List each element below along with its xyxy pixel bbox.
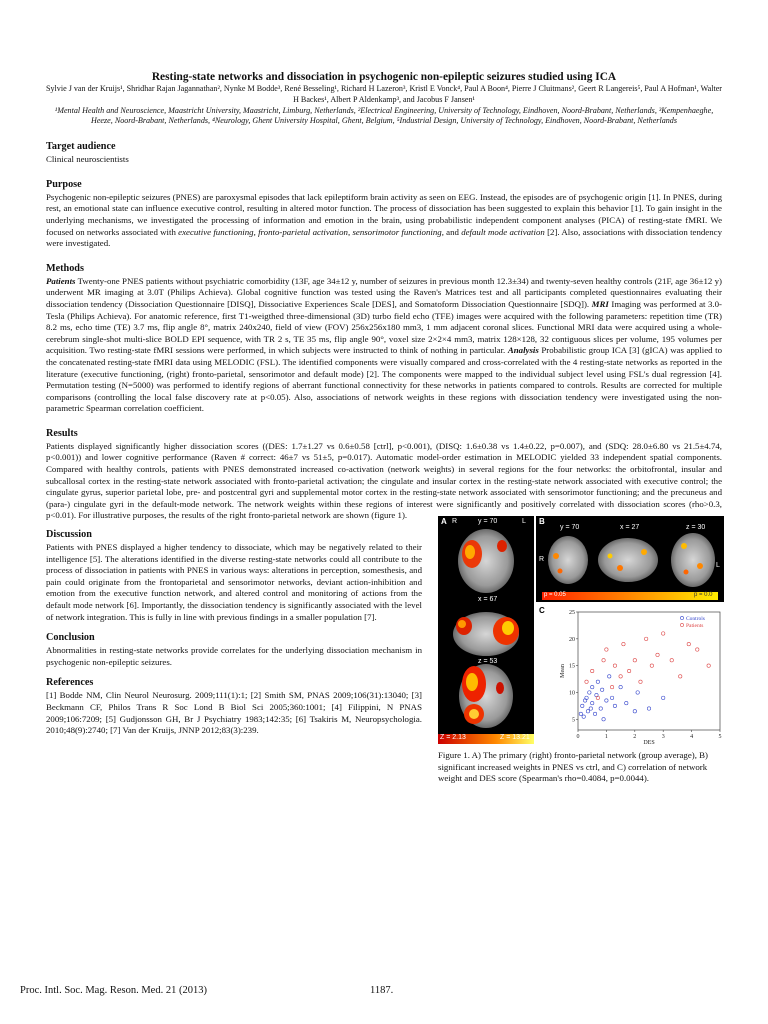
results-text: Patients displayed significantly higher dissociation scores ((DES: 1.7±1.27 vs 0.6±0.58 [ctrl], p<0.001), (DISQ: 1.6±0.38 vs 1.4±0.22, p=0.007), and (SDQ: 28.0±6.80 vs 21.5±4.74, p<0.001)) and lower cognitive performance (Raven # correct: 46±7 vs 51±5, p=0.017). Automatic model-order estimation in MELODIC yielded 33 independent spatial components. Compared with healthy controls, patients with PNES demonstrated increased co-activation (network weights) in several regions for the four networks: the orbitofrontal, insular and subcallosal cortex in the resting-state network associated with fronto-parietal activation; the cingulate and insular cortex in the resting-state network associated with executive control; the cingulate gyrus, superior parietal lobe, pre- and postcentral gyri and supplemental motor cortex in the resting-state network associated with sensorimotor functioning; and the precuneus and (para-) cingulate gyri in the default-mode network. The network weights within these regions of interest were significantly and positively correlated with dissociation scores (rho>0.3, p<0.01). For illustrative purposes, the results of the right fronto-parietal network are shown (figure 1).: [46, 440, 722, 521]
footer-proceedings: Proc. Intl. Soc. Mag. Reson. Med. 21 (2013): [20, 985, 207, 996]
x-tick-label: 0: [576, 734, 580, 741]
references-heading: References: [46, 677, 94, 689]
left-column: [46, 522, 422, 737]
affiliations: ¹Mental Health and Neuroscience, Maastricht University, Maastricht, Limburg, Netherlands, ²Electrical Engineering, University of Technology, Eindhoven, Noord-Brabant, Netherlands, ³Kempenhaeghe, Heeze, Noord-Brabant, Netherlands, ⁴Neurology, Ghent University Hospital, Ghent, Belgium, ⁵Industrial Design, University of Technology, Eindhoven, Noord-Brabant, Netherlands: [54, 105, 714, 126]
figure-panels: [438, 516, 724, 744]
p-high-label: p = 0.0: [694, 592, 713, 599]
z-low-label: Z = 2.13: [440, 734, 466, 742]
panel-b-z: z = 30: [686, 524, 706, 532]
discussion-text: Patients with PNES displayed a higher tendency to dissociate, which may be negatively related to their intelligence [5]. The alterations identified in the diverse resting-state networks could all contribute to the process of dissociation in patients with PNES in various ways: alterations in perception, somesthesis, and pain could originate from the frontoparietal and sensorimotor networks, deviant action-inhibition and emotion from the executive function network, and altered control and monitoring of actions from the default mode network [6]. Importantly, the dissociation tendency is significantly associated with the level of network integration. This is fully in line with previous findings in a smaller population [7].: [46, 542, 422, 622]
p-low-label: p = 0.05: [544, 592, 566, 599]
panel-b-x: x = 27: [620, 524, 640, 532]
x-axis-label: DES: [643, 740, 655, 745]
panel-a-label: A: [441, 517, 447, 527]
panel-a-axial: [459, 664, 513, 728]
panel-c-label: C: [539, 606, 545, 616]
panel-a-coronal: [458, 529, 514, 593]
methods-text: Patients Twenty-one PNES patients without psychiatric comorbidity (13F, age 34±12 y, number of seizures in previous month 12.3±34) and twenty-seven healthy controls (21F, age 36±12 y) underwent MR imaging at 3.0T (Philips Achieva). Global cognitive function was tested using the Raven's Matrices test and all participants completed questionnaires evaluating their dissociation tendency (Dissociation Questionnaire [DISQ], Dissociative Experiences Scale [DES], and Somatoform Dissociation Questionnaire [SDQ]). MRI Imaging was performed at 3.0-Tesla (Philips Achieva). For anatomic reference, first T1-weigthed three-dimensional (3D) turbo field echo (TFE) images were acquired with the following parameters: repetition time (TR) 8.2 ms, echo time (TE) 3.7 ms, flip angle 8°, matrix 240x240, field of view (FOV) 256x256x180 mm3, 1 mm adjacent coronal slices. Functional MRI data were acquired using a whole-cerebrum single-shot multi-slice BOLD EPI sequence, with TR 2 s, TE 35 ms, flip angle 90°, voxel size 2×2×4 mm3, matrix 128×128, 32 contiguous slices per volume, 195 volumes per acquisition. Two resting-state fMRI sessions were performed, in which subjects were instructed to think of nothing in particular. Analysis Probabilistic group ICA [3] (gICA) was applied to the concatenated resting-state fMRI data using MELODIC (FSL). The identified components were visually compared and cross-correlated with the 4 resting-state networks as reported in the literature (executive functioning, (right) fronto-parietal, sensorimotor and default mode) [2]. The components were mapped to the individual subject level using FSL's dual regression [4]. Permutation testing (N=5000) was performed to identify regions of aberrant functional connectivity for these networks in patients compared to controls. Results are corrected for multiple comparisons (controlling the local false discovery rate at p<0.05). Also, associations of network weights in these regions with dissociation tendency were investigated using the non-parametric Spearman correlation coefficient.: [46, 275, 723, 414]
y-tick-label: 20: [569, 636, 575, 643]
y-tick-label: 15: [569, 663, 575, 670]
author-list: Sylvie J van der Kruijs¹, Shridhar Rajan Jagannathan², Nynke M Bodde³, René Besseling¹, Richard H Lazeron³, Kristl E Vonck⁴, Paul A Boon⁴, Pierre J Cluitmans², Geert R Langereis⁵, Paul A Hofman¹, Walter H Backes¹, Albert P Aldenkamp³, and Jacobus F Jansen¹: [46, 84, 723, 104]
purpose-heading: Purpose: [46, 178, 82, 190]
discussion-heading: Discussion: [46, 529, 92, 541]
x-tick-label: 4: [690, 734, 694, 741]
methods-heading: Methods: [46, 262, 84, 274]
panel-b-y: y = 70: [560, 524, 580, 532]
x-tick-label: 2: [633, 734, 637, 741]
z-high-label: Z = 13.21: [500, 734, 530, 742]
orientation-r: R: [452, 518, 458, 526]
panel-divider-v: [534, 516, 536, 744]
paper-title: Resting-state networks and dissociation in psychogenic non-epileptic seizures studied using ICA: [151, 71, 617, 83]
figure-1: [438, 516, 724, 785]
panel-b-axial: [671, 533, 715, 587]
conclusion-text: Abnormalities in resting-state networks provide correlates for the underlying dissociation mechanism in psychogenic non-epileptic seizures.: [46, 645, 422, 667]
abstract-page: [46, 70, 722, 852]
y-tick-label: 25: [569, 610, 575, 617]
references-text: [1] Bodde NM, Clin Neurol Neurosurg. 2009;111(1):1; [2] Smith SM, PNAS 2009;106(31):13040; [3] Beckmann CF, Philos Trans R Soc Lond B Biol Sci 2005;360:1001; [4] Filippini, N PNAS 2009;106:7209; [5] Gudjonsson GH, Br J Psychiatry 1983;142:35; [6] Tsakiris M, Neuropsychologia. 2010;48(9):2740; [7] Van der Kruijs, JNNP 2012;83(3):239.: [46, 690, 422, 736]
orientation-l: L: [522, 518, 526, 526]
panel-b-l: L: [716, 562, 720, 570]
target-text: Clinical neuroscientists: [46, 154, 129, 165]
figure-caption: Figure 1. A) The primary (right) fronto-parietal network (group average), B) significant increased weights in PNES vs ctrl, and C) correlation of network weight and DES score (Spearman's rho=0.4084, p=0.0044).: [438, 750, 708, 784]
results-heading: Results: [46, 427, 78, 439]
legend-label: Controls: [686, 616, 705, 623]
footer-page-number: 1187.: [370, 985, 394, 996]
y-tick-label: 10: [569, 690, 575, 697]
y-tick-label: 5: [572, 717, 575, 724]
panel-a-y: y = 70: [478, 518, 498, 526]
figure-svg: [438, 516, 724, 744]
x-tick-label: 3: [661, 734, 665, 741]
lower-two-column: [46, 517, 722, 852]
y-axis-label: Mean: [560, 664, 566, 678]
panel-a-z: z = 53: [478, 658, 498, 666]
conclusion-heading: Conclusion: [46, 632, 95, 644]
panel-divider-h: [536, 602, 724, 604]
x-tick-label: 5: [718, 734, 722, 741]
target-heading: Target audience: [46, 141, 116, 153]
panel-a-sagittal: [453, 612, 519, 656]
panel-b-coronal: [548, 536, 588, 584]
x-tick-label: 1: [604, 734, 608, 741]
purpose-text: Psychogenic non-epileptic seizures (PNES) are paroxysmal episodes that lack epileptiform brain activity as seen on EEG. Instead, the episodes are of psychogenic origin [1]. In PNES, during rest, an emotional state can influence executive control, resulting in altered motor function. The process of dissociation has been suggested to explain this behavior [1]. To gain insight in the underlying mechanisms, we investigated the processing of information and emotion in the brain, using probabilistic independent component analyses (PICA) of resting-state fMRI. We focused on networks associated with executive functioning, fronto-parietal activation, sensorimotor functioning, and default mode activation [2]. Also, associations with dissociation tendency were investigated.: [46, 191, 723, 249]
panel-b-label: B: [539, 517, 545, 527]
p-colorbar: [542, 592, 718, 600]
legend-label: Patients: [686, 623, 704, 630]
panel-b-sagittal: [598, 538, 658, 582]
panel-a-x: x = 67: [478, 596, 498, 604]
panel-b-r: R: [539, 556, 545, 564]
